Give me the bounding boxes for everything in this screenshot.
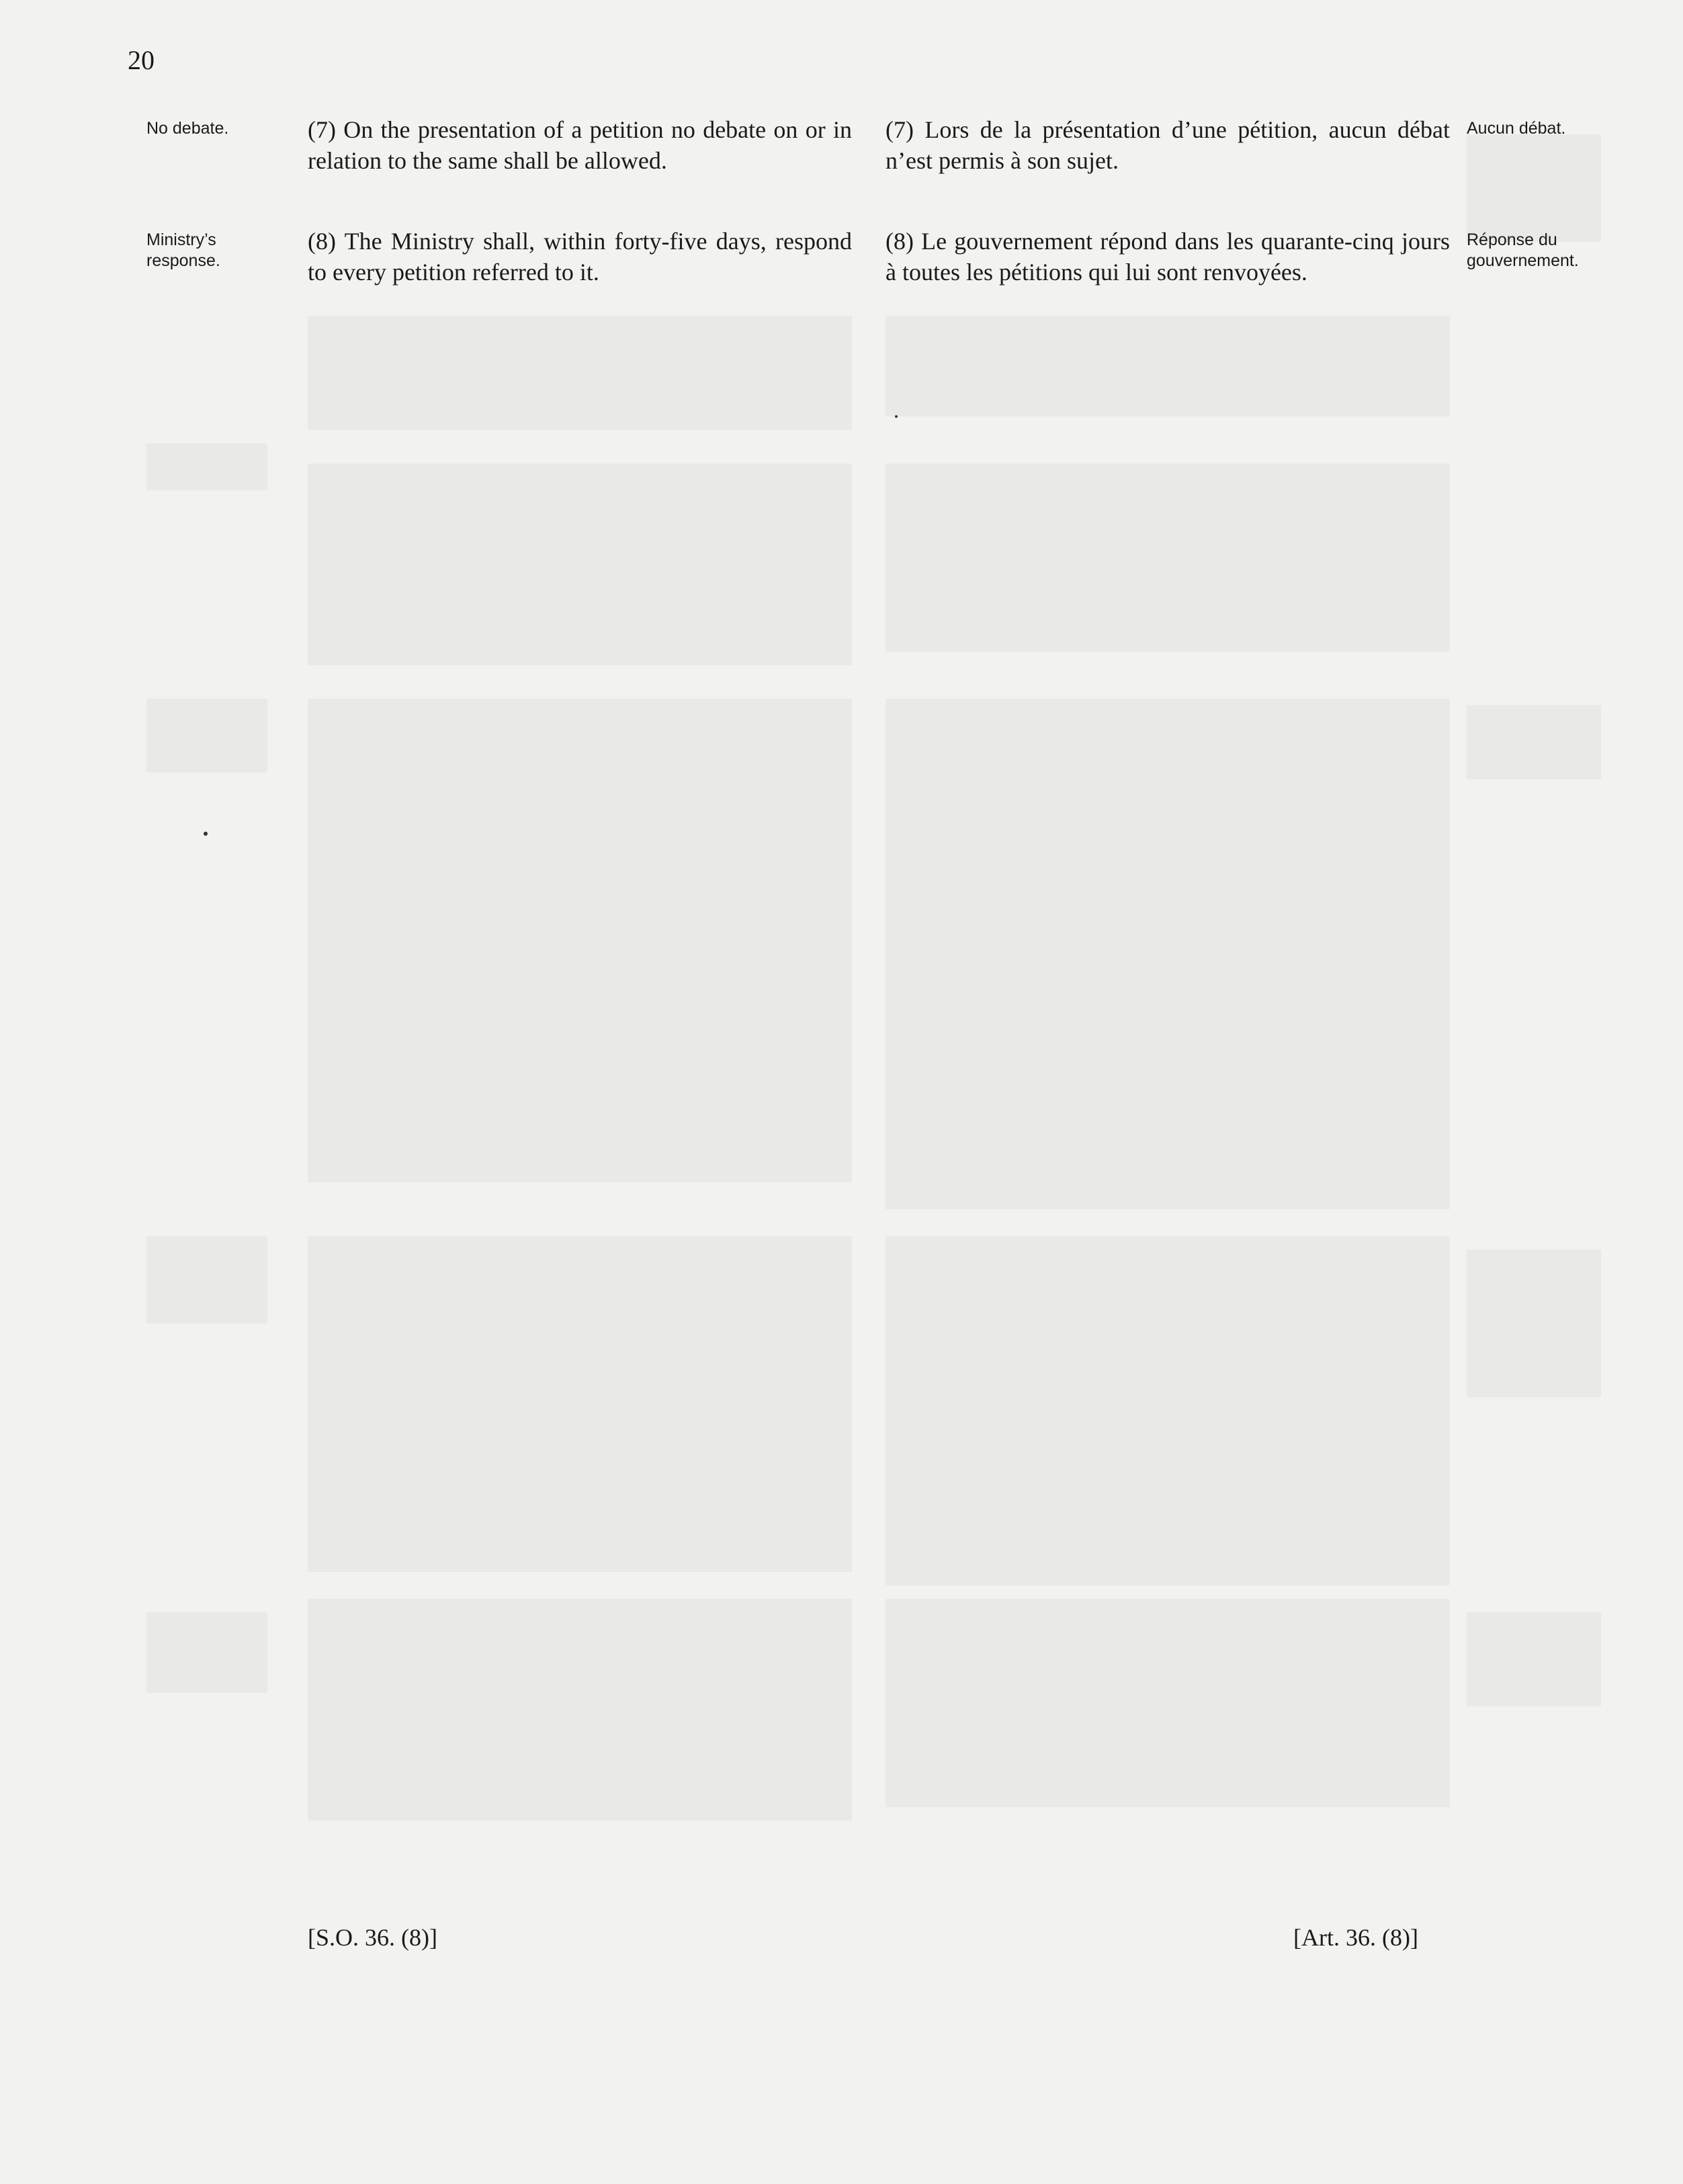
bleed-through-margin: [1467, 1250, 1601, 1397]
bleed-through-block: [308, 316, 852, 430]
stray-mark: [204, 832, 208, 836]
bleed-through-margin: [146, 1612, 267, 1693]
bleed-through-block: [308, 1236, 852, 1572]
margin-note-en-no-debate: No debate.: [146, 119, 229, 138]
bleed-through-margin: [1467, 1612, 1601, 1706]
bleed-through-block: [886, 1599, 1450, 1807]
bleed-through-block: [886, 699, 1450, 1209]
stray-mark: [895, 415, 898, 418]
bleed-through-margin: [146, 443, 267, 490]
bleed-through-block: [886, 1236, 1450, 1585]
bleed-through-block: [886, 316, 1450, 417]
margin-note-fr-aucun-debat: Aucun débat.: [1467, 119, 1566, 138]
paragraph-en-7: (7) On the presentation of a petition no debate on or in relation to the same shall be allowed.: [308, 116, 852, 174]
margin-note-en-ministry-response: Ministry’s response.: [146, 230, 220, 270]
citation-fr: [Art. 36. (8)]: [1293, 1924, 1418, 1951]
bleed-through-block: [308, 1599, 852, 1821]
paragraph-fr-7: (7) Lors de la présentation d’une pétition, aucun débat n’est permis à son sujet.: [886, 116, 1450, 174]
citation-en: [S.O. 36. (8)]: [308, 1924, 437, 1951]
bleed-through-margin: [146, 1236, 267, 1323]
paragraph-en-8: (8) The Ministry shall, within forty-five days, respond to every petition referred to it.: [308, 228, 852, 286]
bleed-through-margin: [1467, 705, 1601, 779]
bleed-through-block: [308, 699, 852, 1182]
margin-note-fr-reponse-gouvernement: Réponse du gouvernement.: [1467, 230, 1579, 270]
bleed-through-block: [308, 464, 852, 665]
paragraph-fr-8: (8) Le gouvernement répond dans les quarante-cinq jours à toutes les pétitions qui lui sont renvoyées.: [886, 228, 1450, 286]
bleed-through-block: [886, 464, 1450, 652]
bleed-through-margin: [146, 699, 267, 773]
bleed-through-margin: [1467, 134, 1601, 242]
page-number: 20: [128, 45, 155, 75]
